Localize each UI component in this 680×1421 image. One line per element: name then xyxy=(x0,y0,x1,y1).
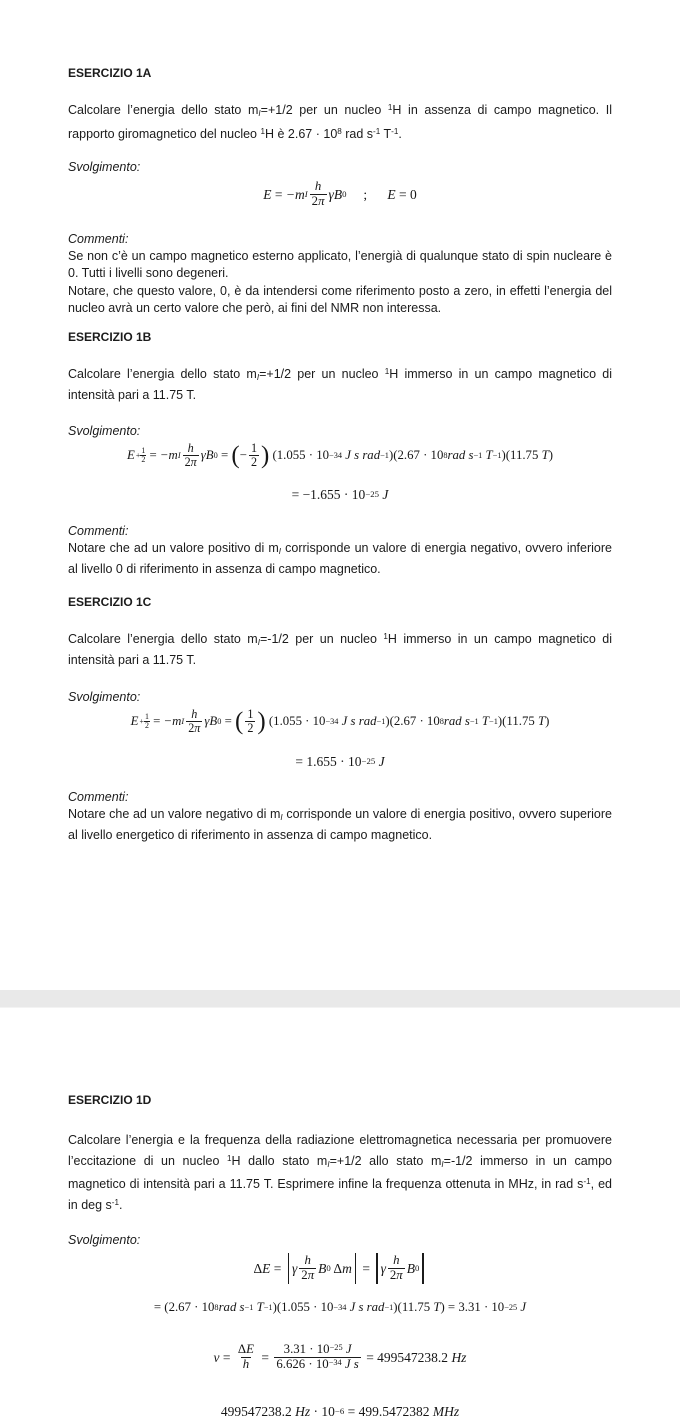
heading-esercizio-1c: ESERCIZIO 1C xyxy=(68,595,152,609)
token: m xyxy=(342,1261,352,1277)
token xyxy=(236,1343,256,1357)
token xyxy=(274,1343,360,1372)
token: −m xyxy=(159,448,178,463)
heading-esercizio-1b: ESERCIZIO 1B xyxy=(68,330,152,344)
token: π xyxy=(396,1268,403,1283)
token: J xyxy=(382,487,389,503)
token: γ xyxy=(291,1261,298,1277)
token: −25 xyxy=(504,1303,518,1313)
token xyxy=(241,1357,251,1372)
token: Notare che ad un valore positivo di m xyxy=(68,541,279,556)
token: 2 xyxy=(184,455,191,470)
token: −1 xyxy=(376,717,386,727)
token: B xyxy=(406,1261,415,1277)
token: I xyxy=(257,638,260,648)
token: )(11.75 xyxy=(393,1300,434,1315)
token: Hz xyxy=(451,1350,467,1366)
token: = −1.655 · 10 xyxy=(291,487,366,503)
token: corrisponde un valore di energia negativo, ovvero inferiore al livello 0 di riferimento in assenza di campo magnetico. xyxy=(68,541,612,576)
token: J xyxy=(378,754,385,770)
token: −34 xyxy=(333,1303,347,1313)
token: ν xyxy=(213,1350,220,1366)
token: −1 xyxy=(469,717,479,727)
token: − xyxy=(239,448,247,463)
commenti-label-1b: Commenti: xyxy=(68,524,129,539)
token xyxy=(391,1254,401,1268)
token xyxy=(245,708,255,721)
section-esercizio-1d xyxy=(68,1093,612,1372)
heading-esercizio-1a: ESERCIZIO 1A xyxy=(68,66,152,80)
token: −34 xyxy=(329,451,343,461)
token: 1 xyxy=(247,707,254,722)
token: I xyxy=(441,1159,444,1169)
equation-1d-line2 xyxy=(68,1298,612,1317)
token: J s rad xyxy=(345,448,381,463)
token: E xyxy=(246,1342,254,1357)
problem-text-1d xyxy=(68,1132,612,1214)
token: T xyxy=(380,126,392,141)
token: π xyxy=(318,194,325,208)
token: Calcolare l’energia dello stato m xyxy=(68,632,258,647)
token: 2 xyxy=(144,721,149,731)
token: −34 xyxy=(325,717,339,727)
token xyxy=(313,180,323,194)
problem-text-1a xyxy=(68,99,612,143)
token: 499547238.2 xyxy=(220,1404,296,1419)
token: B xyxy=(318,1261,327,1277)
token: ) = 3.31 · 10 xyxy=(440,1300,505,1315)
token: 1 xyxy=(144,711,149,721)
token xyxy=(136,447,146,465)
token: −34 xyxy=(328,1358,342,1368)
token: H immerso in un campo magnetico di intensità pari a 11.75 T. xyxy=(68,367,612,402)
token: ) xyxy=(548,448,553,463)
token: I xyxy=(278,547,282,557)
svolgimento-label-1c: Svolgimento: xyxy=(68,690,141,705)
token xyxy=(302,1254,312,1268)
token: I xyxy=(327,1159,330,1169)
token: = xyxy=(217,448,232,463)
svolgimento-label-1a: Svolgimento: xyxy=(68,160,141,175)
token: =-1/2 immerso in un campo magnetico di intensità pari a 11.75 T. Esprimere infine la frequenza ottenuta in MHz, in rad s xyxy=(68,1153,612,1192)
equation-1d-line4-cutoff xyxy=(68,1402,612,1421)
token xyxy=(288,1253,289,1284)
token: 3.31 · 10 xyxy=(283,1342,330,1357)
token: J s xyxy=(344,1357,359,1372)
equation-1b-line1: E + $\frac{1}{2}$ = −m I $\frac{h}{2\pi}$ γB 0 = ( − $\frac{1}{2}$ ) (1.055 · 10 −34 J s rad −1 )(2.67 · 10 8 rad s −1 T −1 )(11.75 T ) xyxy=(127,441,553,470)
token: γ xyxy=(380,1261,386,1277)
token xyxy=(186,721,202,735)
token: 2 xyxy=(311,194,319,208)
token xyxy=(186,708,202,735)
token: −25 xyxy=(361,756,376,767)
token: (1.055 · 10 xyxy=(265,714,326,729)
token: −6 xyxy=(334,1406,345,1416)
token: 1 xyxy=(387,103,393,112)
token: h xyxy=(393,1253,400,1268)
token: )(11.75 xyxy=(501,448,542,463)
token: T xyxy=(433,1300,441,1315)
token: H in assenza di campo magnetico. Il rapporto giromagnetico del nucleo xyxy=(68,103,612,141)
problem-text-1c xyxy=(68,628,612,669)
heading-esercizio-1d: ESERCIZIO 1D xyxy=(68,1093,152,1107)
token xyxy=(388,1268,405,1283)
token xyxy=(245,708,255,735)
token: 0 xyxy=(414,1263,420,1274)
token: = 499.5472382 xyxy=(344,1404,433,1419)
token: =+1/2 per un nucleo xyxy=(259,367,385,382)
token: rad s xyxy=(443,714,470,729)
token: −25 xyxy=(365,489,380,500)
token: −1 xyxy=(263,1303,273,1313)
token: h xyxy=(304,1253,311,1268)
token: 6.626 · 10 xyxy=(276,1357,329,1372)
token: corrisponde un valore di energia positivo, ovvero superiore al livello energetico di riferimento in assenza di campo magnetico. xyxy=(68,807,612,842)
token xyxy=(189,708,199,721)
token: γB xyxy=(204,714,218,729)
token: −1 xyxy=(384,1303,394,1313)
token: 1 xyxy=(383,632,388,641)
token: 2 xyxy=(250,455,258,470)
token: γB xyxy=(200,448,214,463)
token xyxy=(274,1357,360,1372)
token xyxy=(376,1253,377,1284)
token: h xyxy=(314,179,322,194)
equation-1d-line4-cutoff-wrap xyxy=(68,1402,612,1421)
svolgimento-label-1b: Svolgimento: xyxy=(68,424,141,439)
token: 8 xyxy=(214,1303,219,1313)
token: 0 xyxy=(217,717,222,727)
token xyxy=(422,1253,423,1284)
token: I xyxy=(181,717,185,727)
problem-text-1b xyxy=(68,363,612,404)
token: I xyxy=(304,189,308,199)
token: ) xyxy=(545,714,550,729)
section-esercizio-1b xyxy=(68,330,612,578)
token: = xyxy=(257,1350,273,1366)
token xyxy=(249,455,259,469)
token: 1 xyxy=(260,126,265,136)
token: −1 xyxy=(244,1303,254,1313)
equation-1c-line1: E + $\frac{1}{2}$ = −m I $\frac{h}{2\pi}$ γB 0 = ( $\frac{1}{2}$ ) (1.055 · 10 −34 J s rad −1 )(2.67 · 10 8 rad s −1 T −1 )(11.75 T ) xyxy=(130,707,550,736)
token: 1 xyxy=(141,445,146,455)
equation-1d-line1 xyxy=(68,1253,612,1284)
token: −m xyxy=(285,187,305,202)
equation-1b-line2 xyxy=(68,485,612,504)
token: 2 xyxy=(188,721,195,736)
token: I xyxy=(177,451,181,461)
token: = 499547238.2 xyxy=(362,1350,452,1366)
token: 2 xyxy=(141,455,146,465)
token: = (2.67 · 10 xyxy=(153,1300,215,1315)
token: -1 xyxy=(373,126,381,136)
svolgimento-label-1d: Svolgimento: xyxy=(68,1233,141,1248)
token: π xyxy=(190,455,197,470)
token: h xyxy=(187,441,194,456)
token: I xyxy=(258,109,261,119)
token: 2 xyxy=(389,1268,397,1283)
token xyxy=(310,180,327,209)
token: T xyxy=(537,714,546,729)
token: −m xyxy=(163,714,182,729)
token: 2 xyxy=(301,1268,308,1283)
comment-1c-1 xyxy=(68,806,612,844)
token: =-1/2 per un nucleo xyxy=(259,632,384,647)
token: E xyxy=(130,714,139,729)
token xyxy=(139,713,149,731)
token: I xyxy=(256,373,260,383)
token: MHz xyxy=(432,1404,460,1419)
token: J s rad xyxy=(341,714,377,729)
token: π xyxy=(307,1268,315,1283)
token: 1 xyxy=(250,441,258,456)
token: ; xyxy=(346,187,388,202)
token: 8 xyxy=(337,126,342,136)
equation-1d-line3 xyxy=(68,1343,612,1372)
token: E xyxy=(127,448,135,463)
token xyxy=(299,1268,316,1283)
token: Δ xyxy=(253,1261,263,1277)
token: −1 xyxy=(380,451,389,461)
commenti-label-1a: Commenti: xyxy=(68,231,129,246)
token: =+1/2 allo stato m xyxy=(329,1153,442,1168)
token: 8 xyxy=(443,451,448,461)
token: −1 xyxy=(473,451,483,461)
token xyxy=(299,1254,316,1283)
token: · 10 xyxy=(310,1404,335,1419)
token: -1 xyxy=(583,1177,591,1187)
token: T xyxy=(253,1300,264,1315)
token: −25 xyxy=(329,1343,343,1353)
section-esercizio-1a xyxy=(68,66,612,317)
token: , ed in deg s xyxy=(68,1177,613,1212)
token: Δ xyxy=(237,1342,247,1357)
token: . xyxy=(398,126,402,141)
token: h xyxy=(242,1357,250,1372)
token: Calcolare l’energia dello stato m xyxy=(68,367,257,382)
token: )(2.67 · 10 xyxy=(388,448,444,463)
token: Notare che ad un valore negativo di m xyxy=(68,807,281,822)
token: 0 xyxy=(326,1263,331,1274)
token: Hz xyxy=(295,1404,311,1419)
token: 8 xyxy=(439,717,444,727)
token: 2 xyxy=(247,721,254,736)
token: )(2.67 · 10 xyxy=(385,714,440,729)
token: H è 2.67 · 10 xyxy=(265,126,338,141)
token: h xyxy=(191,707,198,722)
token: =+1/2 per un nucleo xyxy=(260,103,388,118)
token: Δ xyxy=(330,1261,343,1277)
comment-1a-1: Se non c’è un campo magnetico esterno applicato, l’energià di qualunque stato di spin nucleare è 0. Tutti i livelli sono degeneri. xyxy=(68,248,612,281)
token: I xyxy=(280,813,283,823)
token: )(1.055 · 10 xyxy=(272,1300,334,1315)
comment-1b-1 xyxy=(68,540,612,578)
token: = xyxy=(359,1261,374,1277)
token: rad s xyxy=(341,126,374,141)
commenti-label-1c: Commenti: xyxy=(68,790,129,805)
token: = xyxy=(221,714,236,729)
token: 0 xyxy=(342,189,347,199)
token: + xyxy=(139,716,144,726)
token: T xyxy=(478,714,490,729)
equation-1a xyxy=(68,180,612,209)
token: = 1.655 · 10 xyxy=(295,754,362,770)
token xyxy=(183,442,199,469)
token xyxy=(249,442,259,469)
token: J xyxy=(345,1342,352,1357)
token: T xyxy=(541,448,549,463)
token xyxy=(186,442,196,455)
token: −1 xyxy=(489,717,498,727)
token: )(11.75 xyxy=(497,714,538,729)
token xyxy=(355,1253,356,1284)
token xyxy=(245,721,255,735)
token: −1 xyxy=(492,451,502,461)
token: . xyxy=(119,1197,123,1212)
token: π xyxy=(194,721,201,736)
token xyxy=(236,1343,256,1372)
token: rad s xyxy=(447,448,474,463)
token: = xyxy=(271,187,286,202)
page-separator xyxy=(0,990,680,1008)
token: rad s xyxy=(218,1300,245,1315)
token: J s rad xyxy=(349,1300,385,1315)
token: = xyxy=(219,1350,234,1366)
token: -1 xyxy=(391,126,399,136)
token: J xyxy=(520,1300,527,1315)
token: + xyxy=(135,450,141,460)
token: -1 xyxy=(111,1197,119,1207)
token: E xyxy=(387,187,396,202)
token: = xyxy=(146,448,160,463)
token: 0 xyxy=(213,451,218,461)
token: Calcolare l’energia e la frequenza della radiazione elettromagnetica necessaria per promuovere l’eccitazione di un nucleo xyxy=(68,1133,612,1168)
token: H dallo stato m xyxy=(231,1153,328,1168)
token: 1 xyxy=(384,367,390,376)
token: = xyxy=(270,1261,285,1277)
section-esercizio-1c xyxy=(68,595,612,844)
equation-1c-line2 xyxy=(68,752,612,771)
token xyxy=(388,1254,405,1283)
comment-1a-2: Notare, che questo valore, 0, è da intendersi come riferimento posto a zero, in effetti l’energia del nucleo avrà un certo valore che però, ai fini del NMR non interessa. xyxy=(68,283,612,316)
token: (1.055 · 10 xyxy=(269,448,330,463)
token: = xyxy=(149,714,164,729)
token: T xyxy=(482,448,493,463)
token: γB xyxy=(328,187,343,202)
token xyxy=(310,194,327,209)
token: E xyxy=(262,1261,271,1277)
token: H immerso in un campo magnetico di intensità pari a 11.75 T. xyxy=(68,632,612,667)
token: 1 xyxy=(227,1153,232,1163)
token: Calcolare l’energia dello stato m xyxy=(68,103,259,118)
token xyxy=(249,442,259,455)
token xyxy=(183,455,199,469)
token: E xyxy=(263,187,272,202)
token xyxy=(282,1343,354,1357)
token: = 0 xyxy=(395,187,417,202)
